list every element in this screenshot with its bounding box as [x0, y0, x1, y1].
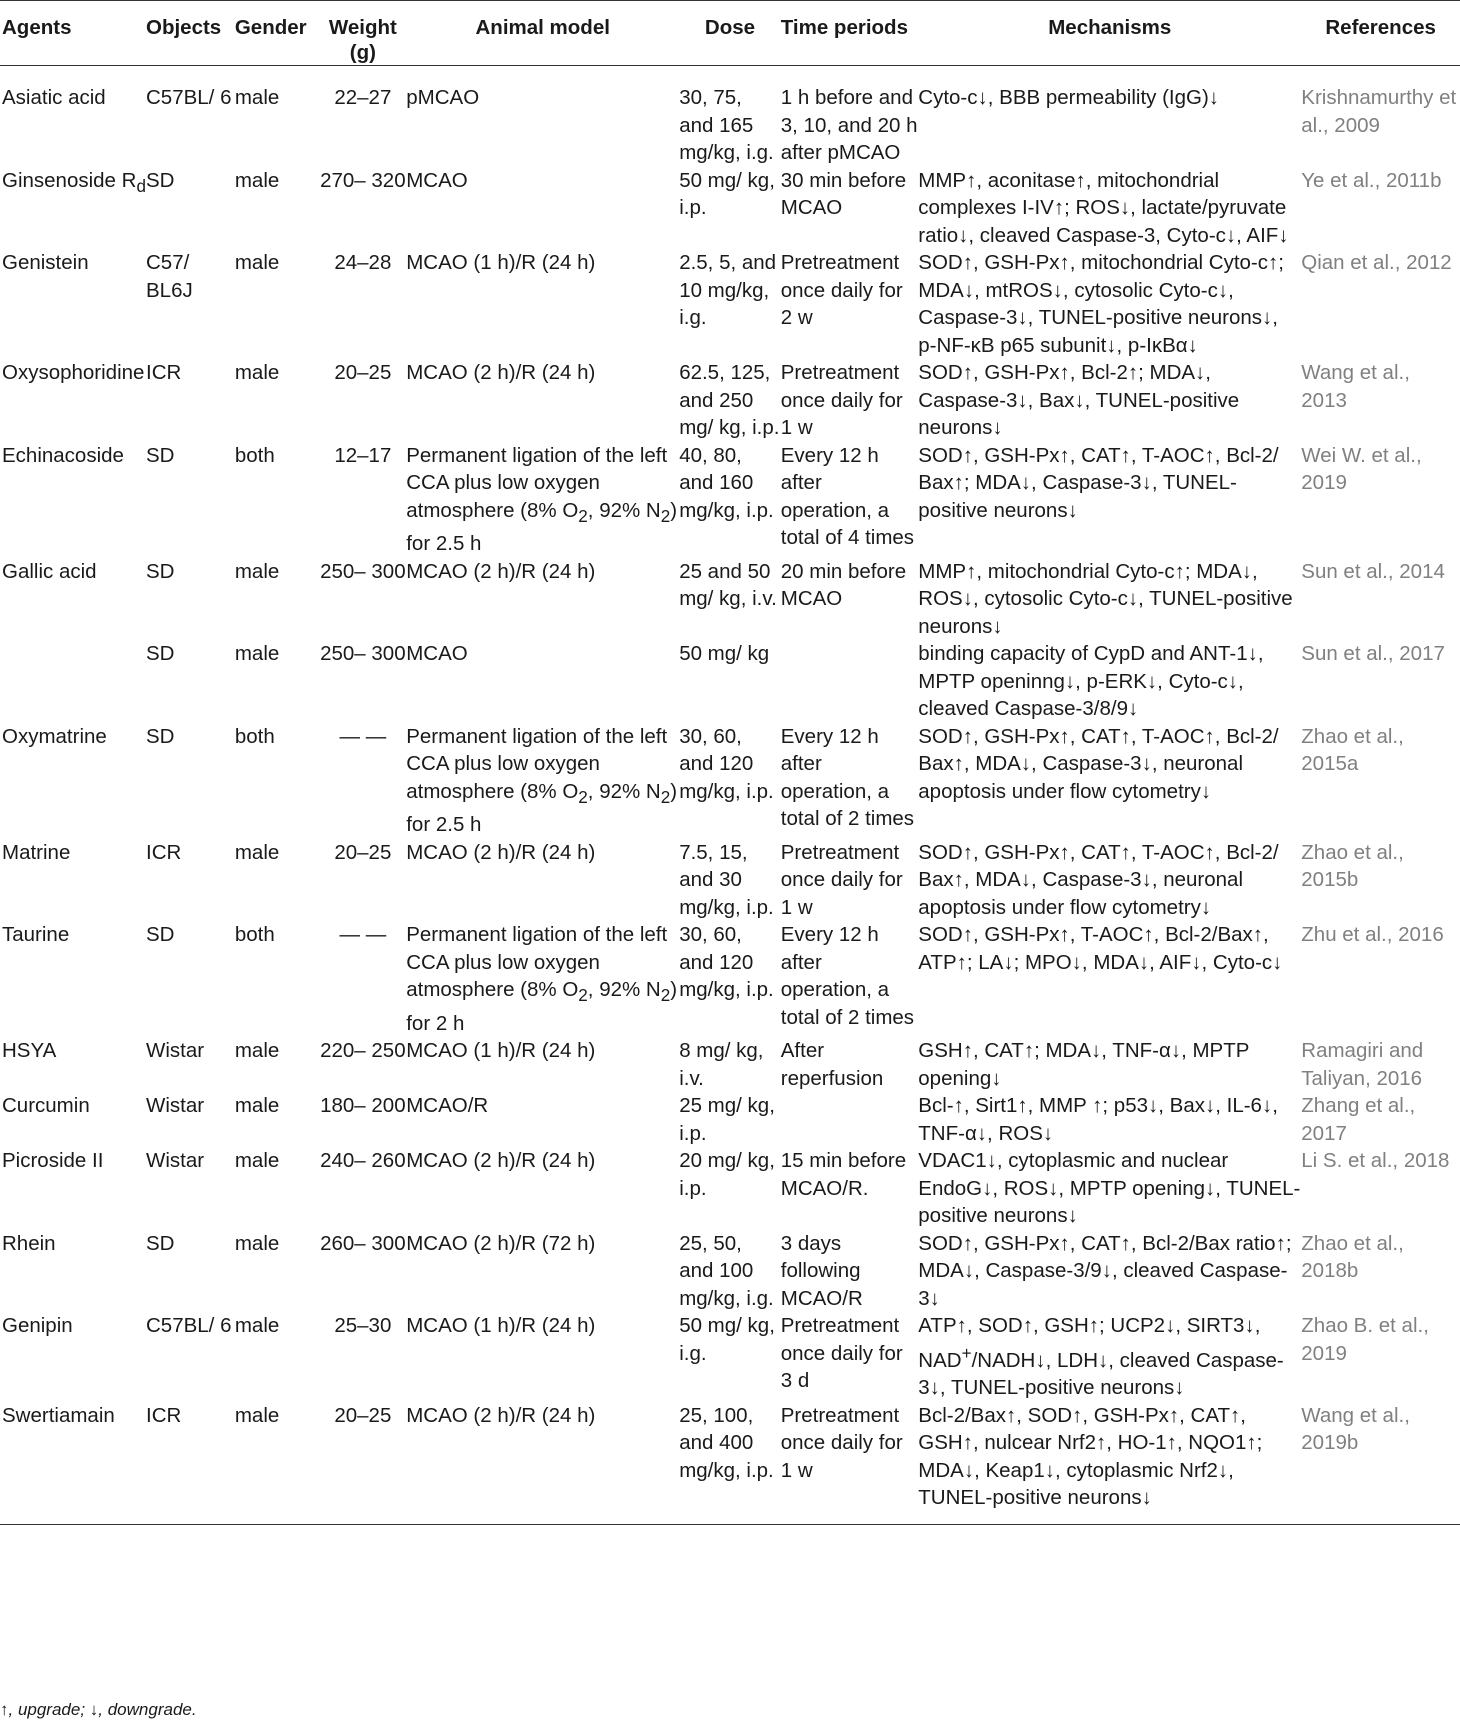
cell-gender: male [234, 168, 280, 192]
cell-agent: Genipin [2, 1314, 73, 1338]
cell-dose: 25 mg/ kg, i.p. [679, 1094, 775, 1145]
cell-weight: — — [339, 724, 387, 748]
cell-agent: Swertiamain [0, 1402, 146, 1525]
cell-objects: SD [146, 168, 175, 192]
cell-weight: 20–25 [319, 1402, 406, 1525]
cell-animal-model: MCAO (2 h)/R (72 h) [406, 1231, 596, 1255]
table-row [0, 723, 1460, 839]
table-row [0, 1312, 1460, 1401]
table-row [0, 167, 1460, 250]
cell-gender: male [234, 642, 280, 666]
cell-reference: Wei W. et al., 2019 [1301, 443, 1422, 494]
cell-animal-model: MCAO (2 h)/R (24 h) [406, 559, 596, 583]
cell-objects: C57BL/ 6 [146, 86, 232, 109]
cell-mechanisms: SOD↑, GSH-Px↑, Bcl-2↑; MDA↓, Caspase-3↓, Bax↓, TUNEL-positive neurons↓ [918, 361, 1240, 439]
cell-dose: 25, 100, and 400 mg/kg, i.p. [679, 1402, 781, 1525]
table-row [0, 249, 1460, 359]
table-row [0, 1402, 1460, 1525]
cell-dose: 50 mg/ kg [679, 642, 770, 666]
header-agents: Agents [0, 1, 146, 66]
table-row [0, 558, 1460, 641]
cell-reference: Ramagiri and Taliyan, 2016 [1301, 1039, 1424, 1090]
cell-agent: Ginsenoside $R_d$ [2, 168, 146, 196]
cell-mechanisms: Bcl-2/Bax↑, SOD↑, GSH-Px↑, CAT↑, GSH↑, nulcear Nrf2↑, HO-1↑, NQO1↑; MDA↓, Keap1↓, cytoplasmic Nrf2↓, TUNEL-positive neurons↓ [918, 1402, 1301, 1525]
cell-reference: Qian et al., 2012 [1301, 251, 1452, 274]
table-row [0, 359, 1460, 442]
cell-agent: Oxysophoridine [2, 361, 145, 384]
table-row [0, 442, 1460, 558]
cell-mechanisms: SOD↑, GSH-Px↑, CAT↑, T-AOC↑, Bcl-2/ Bax↑, MDA↓, Caspase-3↓, neuronal apoptosis under flow cytometry↓ [918, 724, 1279, 803]
cell-agent: Gallic acid [2, 559, 97, 583]
cell-time-periods: Pretreatment once daily for 1 w [781, 1402, 919, 1525]
cell-animal-model: Permanent ligation of the left CCA plus low oxygen atmosphere (8% $O_2$, 92% $N_2$) for 2.5 h [406, 724, 678, 837]
cell-time-periods: 1 h before and 3, 10, and 20 h after pMCAO [780, 86, 918, 164]
header-dose: Dose [679, 1, 781, 66]
cell-mechanisms: binding capacity of CypD and ANT-1↓, MPTP openinng↓, p-ERK↓, Cyto-c↓, cleaved Caspase-3/8/9↓ [918, 642, 1264, 721]
cell-time-periods: Pretreatment once daily for 3 d [780, 1314, 903, 1393]
cell-animal-model: MCAO (1 h)/R (24 h) [406, 1314, 596, 1338]
cell-reference: Zhu et al., 2016 [1301, 923, 1444, 947]
cell-dose: 2.5, 5, and 10 mg/kg, i.g. [679, 251, 777, 329]
cell-gender: male [234, 361, 280, 384]
cell-objects: Wistar [146, 1094, 205, 1118]
cell-dose: 40, 80, and 160 mg/kg, i.p. [679, 443, 774, 522]
cell-mechanisms: SOD↑, GSH-Px↑, CAT↑, T-AOC↑, Bcl-2/ Bax↑; MDA↓, Caspase-3↓, TUNEL-positive neurons↓ [918, 443, 1279, 522]
cell-reference: Sun et al., 2014 [1301, 559, 1445, 583]
cell-dose: 7.5, 15, and 30 mg/kg, i.p. [679, 840, 774, 919]
cell-objects: SD [146, 443, 175, 467]
cell-weight: 260– 300 [320, 1231, 406, 1255]
cell-objects: ICR [146, 1402, 235, 1525]
cell-dose: 62.5, 125, and 250 mg/ kg, i.p. [679, 361, 780, 439]
cell-reference: Ye et al., 2011b [1301, 168, 1442, 192]
cell-dose: 50 mg/ kg, i.p. [679, 168, 775, 219]
cell-objects: ICR [146, 840, 182, 864]
cell-mechanisms: Bcl-↑, Sirt1↑, MMP ↑; p53↓, Bax↓, IL-6↓, TNF-α↓, ROS↓ [918, 1094, 1278, 1145]
header-weight: Weight (g) [319, 1, 406, 66]
cell-mechanisms: MMP↑, mitochondrial Cyto-c↑; MDA↓, ROS↓, cytosolic Cyto-c↓, TUNEL-positive neurons↓ [918, 559, 1293, 638]
cell-gender: male [235, 1402, 320, 1525]
cell-time-periods: Pretreatment once daily for 1 w [780, 361, 903, 439]
cell-time-periods: 20 min before MCAO [780, 559, 907, 611]
header-model: Animal model [406, 1, 679, 66]
cell-objects: C57BL/ 6 [146, 1314, 232, 1338]
cell-gender: male [234, 86, 280, 109]
cell-agent: Echinacoside [2, 443, 124, 467]
cell-agent: Matrine [2, 840, 71, 864]
cell-weight: 20–25 [334, 840, 392, 864]
cell-mechanisms: ATP↑, SOD↑, GSH↑; UCP2↓, SIRT3↓, NAD+/NADH↓, LDH↓, cleaved Caspase-3↓, TUNEL-positive neurons↓ [918, 1314, 1284, 1400]
cell-dose: 25 and 50 mg/ kg, i.v. [679, 559, 777, 611]
cell-animal-model: MCAO (2 h)/R (24 h) [406, 1402, 679, 1525]
cell-animal-model: MCAO (1 h)/R (24 h) [406, 251, 596, 274]
cell-reference: Krishnamurthy et al., 2009 [1301, 86, 1457, 137]
cell-animal-model: MCAO (2 h)/R (24 h) [406, 1149, 596, 1173]
cell-reference: Wang et al., 2019b [1301, 1402, 1460, 1525]
cell-weight: 24–28 [334, 251, 392, 274]
table-row [0, 839, 1460, 922]
cell-weight: 220– 250 [320, 1039, 406, 1063]
cell-agent [0, 640, 146, 723]
cell-agent: Taurine [2, 923, 70, 947]
cell-objects: C57/ BL6J [146, 251, 193, 302]
cell-gender: male [234, 559, 280, 583]
cell-weight: 180– 200 [320, 1094, 406, 1118]
cell-animal-model: MCAO [406, 168, 468, 192]
cell-mechanisms: VDAC1↓, cytoplasmic and nuclear EndoG↓, ROS↓, MPTP opening↓, TUNEL-positive neurons↓ [918, 1149, 1301, 1228]
cell-animal-model: MCAO/R [406, 1094, 489, 1118]
cell-reference: Sun et al., 2017 [1301, 642, 1445, 666]
cell-time-periods [781, 640, 919, 723]
header-gender: Gender [235, 1, 320, 66]
cell-gender: both [234, 443, 275, 467]
cell-animal-model: Permanent ligation of the left CCA plus low oxygen atmosphere (8% $O_2$, 92% $N_2$) for 2 h [406, 923, 678, 1035]
cell-reference: Zhao B. et al., 2019 [1301, 1314, 1429, 1365]
table-body [0, 66, 1460, 1525]
cell-time-periods: Every 12 h after operation, a total of 4 times [780, 443, 915, 549]
cell-gender: both [234, 724, 275, 748]
cell-gender: male [234, 1231, 280, 1255]
cell-gender: male [234, 1314, 280, 1338]
cell-dose: 20 mg/ kg, i.p. [679, 1149, 775, 1200]
cell-animal-model: MCAO (2 h)/R (24 h) [406, 361, 596, 384]
cell-agent: Curcumin [2, 1094, 90, 1118]
cell-gender: both [234, 923, 275, 947]
table-row [0, 66, 1460, 167]
cell-reference: Zhao et al., 2018b [1301, 1231, 1404, 1283]
cell-agent: Oxymatrine [2, 724, 107, 748]
cell-reference: Wang et al., 2013 [1301, 361, 1410, 412]
cell-animal-model: Permanent ligation of the left CCA plus low oxygen atmosphere (8% $O_2$, 92% $N_2$) for 2.5 h [406, 443, 678, 556]
cell-dose: 30, 60, and 120 mg/kg, i.p. [679, 923, 774, 1002]
cell-dose: 8 mg/ kg, i.v. [679, 1039, 764, 1090]
cell-weight: 22–27 [334, 86, 392, 109]
cell-time-periods: 15 min before MCAO/R. [780, 1149, 907, 1200]
table-row [0, 1230, 1460, 1313]
header-references: References [1301, 1, 1460, 66]
table-row [0, 640, 1460, 723]
cell-agent: Picroside II [2, 1149, 104, 1173]
cell-objects: Wistar [146, 1039, 205, 1063]
cell-weight: 270– 320 [320, 168, 406, 192]
cell-gender: male [234, 251, 280, 274]
cell-weight: 25–30 [334, 1314, 392, 1338]
cell-weight: 12–17 [334, 443, 392, 467]
cell-mechanisms: MMP↑, aconitase↑, mitochondrial complexes I-IV↑; ROS↓, lactate/pyruvate ratio↓, cleaved Caspase-3, Cyto-c↓, AIF↓ [918, 168, 1289, 247]
table-row [0, 1147, 1460, 1230]
cell-time-periods [781, 1092, 919, 1147]
cell-dose: 50 mg/ kg, i.g. [679, 1314, 775, 1365]
cell-animal-model: MCAO (1 h)/R (24 h) [406, 1039, 596, 1063]
cell-time-periods: Every 12 h after operation, a total of 2 times [780, 923, 915, 1029]
cell-mechanisms: SOD↑, GSH-Px↑, mitochondrial Cyto-c↑; MDA↓, mtROS↓, cytosolic Cyto-c↓, Caspase-3↓, TUNEL-positive neurons↓, p-NF-κB p65 subunit↓, p-IκBα↓ [918, 251, 1284, 357]
cell-mechanisms: GSH↑, CAT↑; MDA↓, TNF-α↓, MPTP opening↓ [918, 1039, 1250, 1090]
cell-mechanisms: SOD↑, GSH-Px↑, CAT↑, T-AOC↑, Bcl-2/ Bax↑, MDA↓, Caspase-3↓, neuronal apoptosis under flow cytometry↓ [918, 840, 1279, 919]
footnote: ↑, upgrade; ↓, downgrade. [0, 1700, 197, 1719]
cell-weight: 240– 260 [320, 1149, 406, 1173]
cell-weight: 250– 300 [320, 642, 406, 666]
cell-animal-model: MCAO [406, 642, 468, 666]
cell-gender: male [234, 840, 280, 864]
table-row [0, 1092, 1460, 1147]
cell-agent: Rhein [2, 1231, 56, 1255]
cell-agent: Genistein [2, 251, 89, 274]
cell-time-periods: 3 days following MCAO/R [780, 1231, 863, 1310]
cell-objects: Wistar [146, 1149, 205, 1173]
cell-animal-model: MCAO (2 h)/R (24 h) [406, 840, 596, 864]
cell-gender: male [234, 1039, 280, 1063]
cell-agent: Asiatic acid [2, 86, 106, 109]
cell-objects: SD [146, 642, 175, 666]
cell-reference: Zhang et al., 2017 [1301, 1094, 1416, 1145]
cell-time-periods: Every 12 h after operation, a total of 2 times [780, 724, 915, 831]
header-objects: Objects [146, 1, 235, 66]
cell-gender: male [234, 1094, 280, 1118]
cell-time-periods: Pretreatment once daily for 2 w [780, 251, 903, 329]
cell-objects: SD [146, 1231, 175, 1255]
cell-objects: SD [146, 724, 175, 748]
cell-dose: 30, 75, and 165 mg/kg, i.g. [679, 86, 774, 164]
cell-objects: ICR [146, 361, 182, 384]
header-row [0, 1, 1460, 66]
cell-reference: Zhao et al., 2015b [1301, 840, 1404, 892]
cell-gender: male [234, 1149, 280, 1173]
cell-time-periods: 30 min before MCAO [780, 168, 907, 219]
table-row [0, 1037, 1460, 1092]
cell-objects: SD [146, 923, 175, 947]
cell-mechanisms: SOD↑, GSH-Px↑, CAT↑, Bcl-2/Bax ratio↑; MDA↓, Caspase-3/9↓, cleaved Caspase-3↓ [918, 1231, 1292, 1310]
cell-weight: — — [339, 923, 387, 947]
cell-time-periods: After reperfusion [780, 1039, 884, 1090]
cell-weight: 20–25 [334, 361, 392, 384]
cell-objects: SD [146, 559, 175, 583]
cell-weight: 250– 300 [320, 559, 406, 583]
header-mechanisms: Mechanisms [918, 1, 1301, 66]
cell-dose: 25, 50, and 100 mg/kg, i.g. [679, 1231, 774, 1310]
cell-dose: 30, 60, and 120 mg/kg, i.p. [679, 724, 774, 803]
header-time: Time periods [781, 1, 919, 66]
cell-reference: Li S. et al., 2018 [1301, 1149, 1450, 1173]
cell-mechanisms: SOD↑, GSH-Px↑, T-AOC↑, Bcl-2/Bax↑, ATP↑; LA↓; MPO↓, MDA↓, AIF↓, Cyto-c↓ [918, 923, 1283, 974]
cell-animal-model: pMCAO [406, 86, 480, 109]
cell-mechanisms: Cyto-c↓, BBB permeability (IgG)↓ [918, 86, 1220, 109]
cell-reference: Zhao et al., 2015a [1301, 724, 1404, 776]
table-row [0, 921, 1460, 1037]
cell-agent: HSYA [2, 1039, 57, 1063]
cell-time-periods: Pretreatment once daily for 1 w [780, 840, 903, 919]
